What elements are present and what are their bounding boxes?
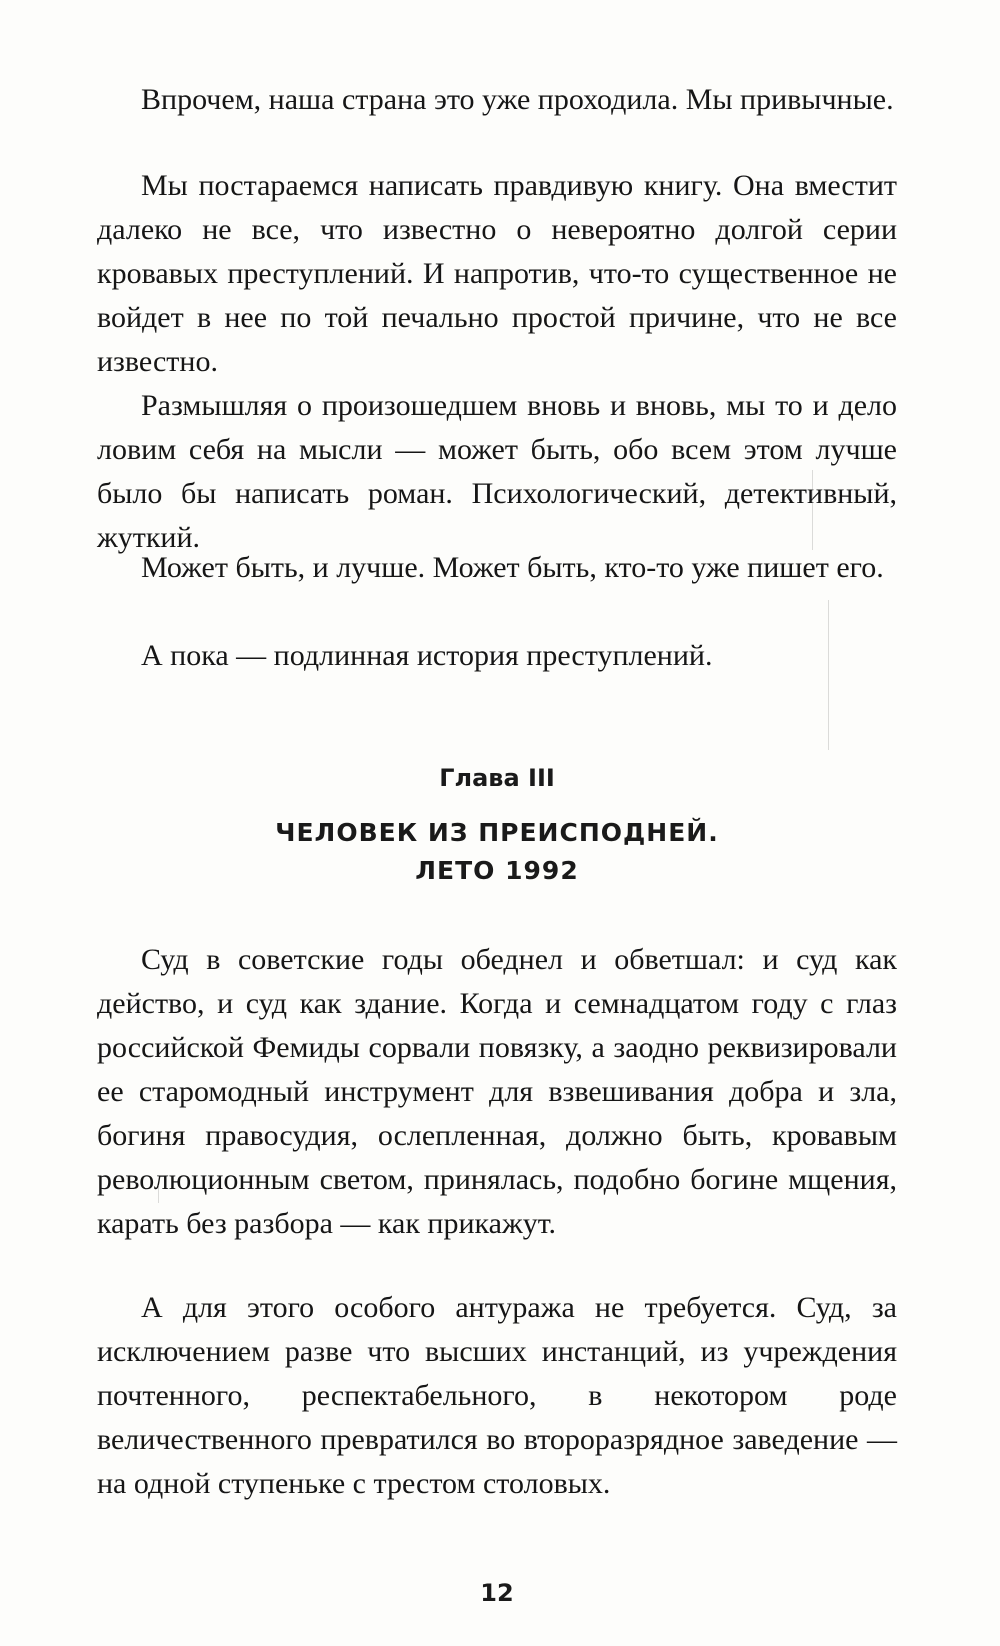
chapter-title-line-1: ЧЕЛОВЕК ИЗ ПРЕИСПОДНЕЙ. bbox=[275, 818, 719, 847]
paragraph: А пока — подлинная история преступлений. bbox=[141, 639, 713, 672]
chapter-title bbox=[97, 814, 897, 890]
paragraph: Может быть, и лучше. Может быть, кто-то уже пишет его. bbox=[141, 551, 884, 584]
paragraph: Мы постараемся написать правдивую книгу. Она вместит далеко не все, что известно о невероятно долгой серии кровавых преступлений. И напротив, что-то существенное не войдет в нее по той печально простой причине, что не все известно. bbox=[97, 169, 897, 378]
paragraph: Размышляя о произошедшем вновь и вновь, мы то и дело ловим себя на мысли — может быть, обо всем этом лучше было бы написать роман. Психологический, детективный, жуткий. bbox=[97, 389, 897, 554]
scan-artifact bbox=[158, 1185, 159, 1203]
paragraph: Впрочем, наша страна это уже проходила. Мы привычные. bbox=[141, 83, 894, 116]
scan-artifact bbox=[812, 470, 813, 550]
chapter-paragraph: Суд в советские годы обеднел и обветшал: и суд как действо, и суд как здание. Когда и семнадцатом году с глаз российской Фемиды сорвали повязку, а заодно реквизировали ее старомодный инструмент для взвешивания добра и зла, богиня правосудия, ослепленная, должно быть, кровавым революционным светом, принялась, подобно богине мщения, карать без разбора — как прикажут. bbox=[97, 943, 897, 1240]
chapter-paragraph: А для этого особого антуража не требуется. Суд, за исключением разве что высших инстанций, из учреждения почтенного, респектабельного, в некотором роде величественного превратился во второразрядное заведение — на одной ступеньке с трестом столовых. bbox=[97, 1291, 897, 1500]
chapter-title-line-2: ЛЕТО 1992 bbox=[415, 856, 579, 885]
scan-artifact bbox=[828, 600, 829, 750]
page-number: 12 bbox=[480, 1579, 514, 1607]
chapter-label: Глава III bbox=[439, 764, 555, 792]
